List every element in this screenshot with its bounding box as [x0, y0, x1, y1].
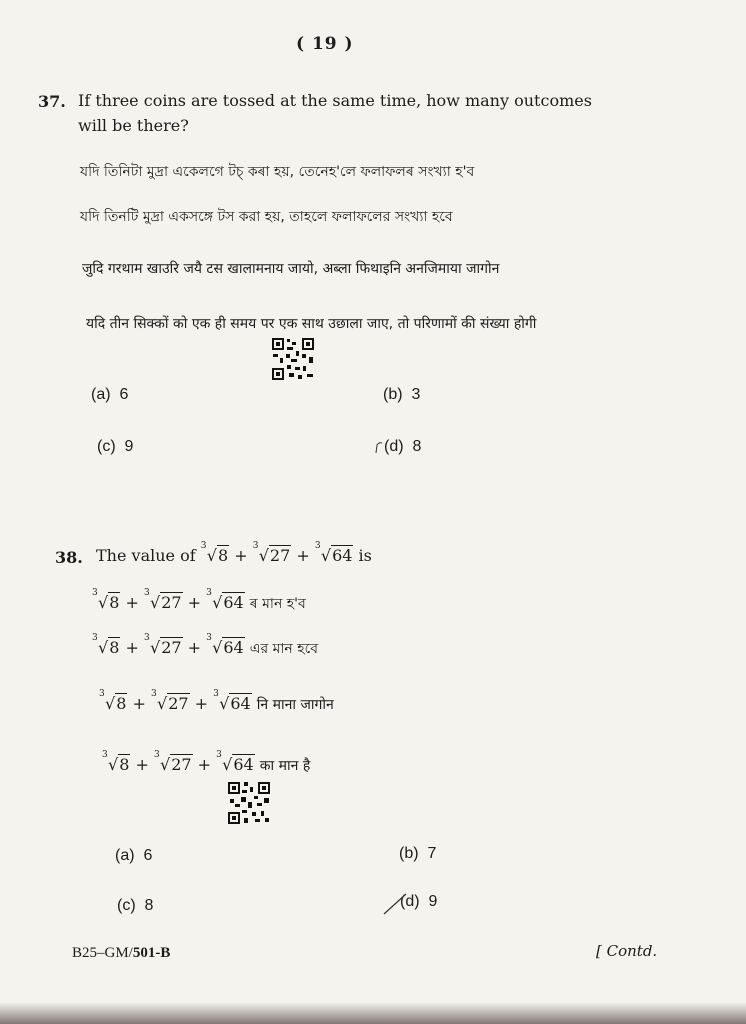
question-38-suffix: is: [358, 546, 372, 565]
cube-root-8: 3 √8: [200, 541, 229, 565]
q38-option-a-label: (a): [115, 847, 135, 864]
q38-option-a-value: 6: [143, 847, 153, 864]
plus-sign: +: [234, 546, 248, 565]
question-37-bodo: जुदि गरथाम खाउरि जयै टस खालामनाय जायो, अब्ला फिथाइनि अनजिमाया जागोन: [82, 261, 500, 277]
question-38-hindi-suffix: का मान है: [259, 758, 311, 774]
page-edge-shadow: [0, 1002, 746, 1024]
q37-option-a[interactable]: [91, 386, 128, 404]
question-38-assamese-suffix: ৰ মান হ'ব: [249, 596, 306, 612]
q37-tick-mark: [374, 441, 384, 455]
question-37-text-line2: will be there?: [78, 116, 189, 135]
question-38-number: 38.: [55, 548, 83, 567]
continued-label: [ Contd.: [596, 942, 658, 960]
question-37-bengali: যদি তিনটি মুদ্রা একসঙ্গে টস করা হয়, তাহলে ফলাফলের সংখ্যা হবে: [80, 209, 453, 225]
q37-option-b-label: (b): [383, 386, 403, 403]
question-37-text-line1: If three coins are tossed at the same time, how many outcomes: [78, 91, 592, 110]
q38-option-d-label: (d): [400, 893, 420, 910]
question-38-bodo: 3 √8 + 3 √27 + 3 √64 नि माना जागोन: [99, 689, 334, 713]
q37-option-d-value: 8: [412, 438, 422, 455]
question-37-number: 37.: [38, 92, 66, 111]
question-37-hindi: यदि तीन सिक्कों को एक ही समय पर एक साथ उछाला जाए, तो परिणामों की संख्या होगी: [86, 316, 537, 332]
question-38-prefix: The value of: [96, 546, 196, 565]
page-number: ( 19 ): [296, 34, 354, 54]
question-38-text: [96, 541, 372, 565]
q37-option-c-label: (c): [97, 438, 116, 455]
q37-option-b[interactable]: [383, 386, 420, 404]
question-38-bodo-suffix: नि माना जागोन: [256, 697, 334, 713]
question-37-assamese: যদি তিনিটা মুদ্ৰা একেলগে টচ্ কৰা হয়, তেনেহ'লে ফলাফলৰ সংখ্যা হ'ব: [80, 164, 475, 180]
cube-root-27: 3 √27: [252, 541, 291, 565]
question-38-bengali-suffix: এর মান হবে: [249, 641, 319, 657]
q38-tick-mark: [382, 890, 408, 916]
q38-option-a[interactable]: [115, 847, 152, 865]
paper-code: [72, 945, 170, 962]
q38-option-c-value: 8: [144, 897, 154, 914]
q37-option-c[interactable]: [97, 438, 133, 456]
q37-option-c-value: 9: [124, 438, 134, 455]
q38-option-d-value: 9: [428, 893, 438, 910]
cube-root-64: 3 √64: [314, 541, 353, 565]
q37-option-a-label: (a): [91, 386, 111, 403]
qr-code-38: [227, 781, 271, 825]
question-38-bengali: 3 √8 + 3 √27 + 3 √64 এর মান হবে: [92, 633, 319, 657]
q38-option-c[interactable]: [117, 897, 153, 915]
paper-code-bold: 501-B: [132, 945, 171, 961]
q38-option-b-label: (b): [399, 845, 419, 862]
q38-option-b[interactable]: [399, 845, 436, 863]
plus-sign: +: [296, 546, 310, 565]
q37-option-d-label: (d): [384, 438, 404, 455]
q37-option-d[interactable]: [384, 438, 421, 456]
q37-option-b-value: 3: [411, 386, 421, 403]
q38-option-b-value: 7: [427, 845, 437, 862]
question-38-hindi: 3 √8 + 3 √27 + 3 √64 का मान है: [102, 750, 311, 774]
qr-code-37: [271, 337, 315, 381]
paper-code-prefix: B25–GM/: [72, 945, 133, 961]
question-38-assamese: 3 √8 + 3 √27 + 3 √64 ৰ মান হ'ব: [92, 588, 306, 612]
q37-option-a-value: 6: [119, 386, 129, 403]
q38-option-c-label: (c): [117, 897, 136, 914]
